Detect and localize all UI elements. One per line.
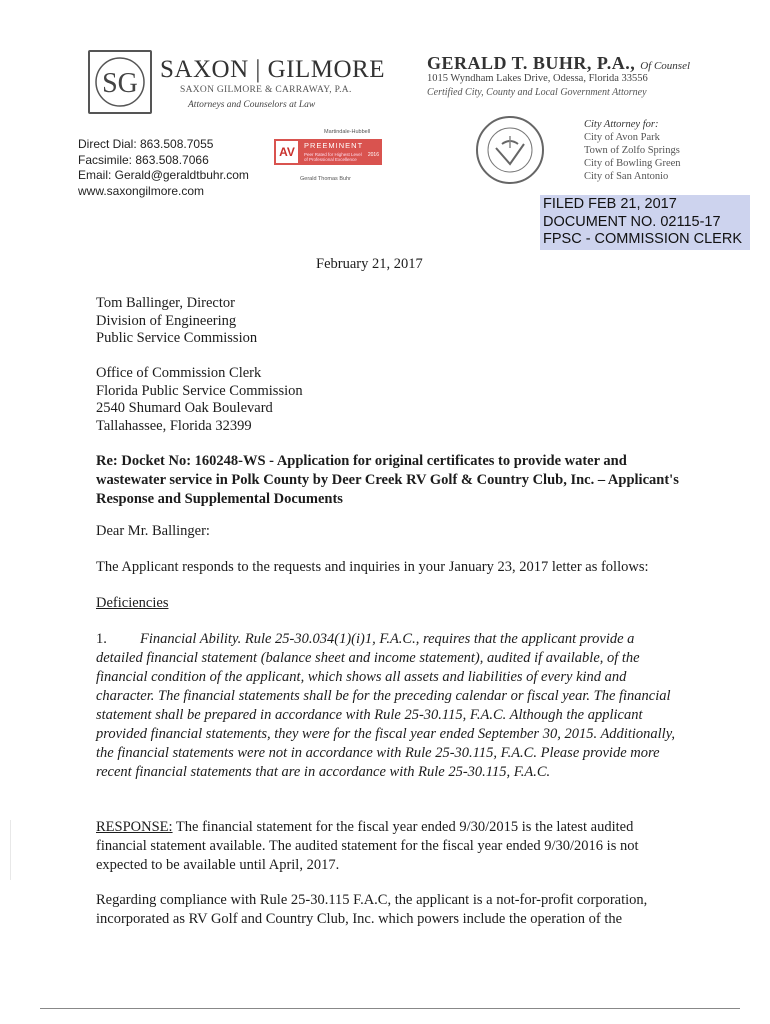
contact-info bbox=[78, 137, 249, 199]
av-mark: AV bbox=[276, 141, 298, 163]
stamp-clerk: FPSC - COMMISSION CLERK bbox=[543, 231, 742, 247]
recipient-line: Tom Ballinger, Director bbox=[96, 295, 235, 311]
counsel-certification: Certified City, County and Local Government Attorney bbox=[427, 87, 647, 98]
facsimile: Facsimile: 863.508.7066 bbox=[78, 152, 209, 167]
website: www.saxongilmore.com bbox=[78, 183, 205, 198]
counsel-name-text: GERALD T. BUHR, P.A., bbox=[427, 53, 636, 73]
badge-label: PREEMINENT bbox=[304, 141, 364, 150]
response-paragraph bbox=[96, 818, 680, 875]
city-item: City of San Antonio bbox=[584, 171, 669, 182]
badge-description: Peer Rated for Highest Level of Professional Excellence bbox=[304, 152, 362, 162]
firm-subtitle: SAXON GILMORE & CARRAWAY, P.A. bbox=[180, 85, 352, 95]
direct-dial: Direct Dial: 863.508.7055 bbox=[78, 137, 214, 151]
city-item: City of Bowling Green bbox=[584, 158, 681, 169]
footer-rule bbox=[40, 1008, 740, 1009]
compliance-paragraph: Regarding compliance with Rule 25-30.115 F.A.C, the applicant is a not-for-profit corporation, incorporated as RV Golf and Country Club, Inc. which powers include the operation of the bbox=[96, 892, 648, 927]
salutation: Dear Mr. Ballinger: bbox=[96, 523, 210, 539]
recipient-line: Florida Public Service Commission bbox=[96, 382, 303, 399]
deficiency-item-1 bbox=[96, 630, 680, 782]
letter-date: February 21, 2017 bbox=[316, 256, 423, 272]
item-number: 1. bbox=[96, 631, 107, 647]
av-preeminent-badge bbox=[274, 139, 382, 165]
city-attorney-list bbox=[584, 118, 681, 183]
stamp-document-number: DOCUMENT NO. 02115-17 bbox=[543, 213, 721, 230]
city-item: Town of Zolfo Springs bbox=[584, 145, 680, 156]
sg-monogram-icon bbox=[90, 52, 150, 112]
recipient-line: Tallahassee, Florida 32399 bbox=[96, 417, 252, 434]
recipient-block-1 bbox=[96, 295, 257, 348]
recipient-line: Public Service Commission bbox=[96, 330, 258, 346]
filed-stamp bbox=[540, 195, 750, 250]
firm-logo bbox=[88, 50, 152, 114]
item-text: Financial Ability. Rule 25-30.034(1)(i)1, F.A.C., requires that the applicant provide a detailed financial statement (balance sheet and income statement), audited if available, of the financial condition of the applicant, which shows all assets and liabilities of every kind and character. The financial statements shall be for the preceding calendar or fiscal year. The financial statement shall be prepared in accordance with Rule 25-30.115, F.A.C. Although the applicant provided financial statements, they were for the fiscal year ended September 30, 2015. Additionally, the financial statements were not in accordance with Rule 25-30.115, F.A.C. Please provide more recent financial statements that are in accordance with Rule 25-30.115, F.A.C. bbox=[96, 631, 675, 780]
city-item: City of Avon Park bbox=[584, 132, 660, 143]
scan-artifact bbox=[10, 820, 11, 880]
recipient-block-2 bbox=[96, 365, 303, 435]
city-attorney-heading: City Attorney for: bbox=[584, 119, 659, 130]
response-text: The financial statement for the fiscal year ended 9/30/2015 is the latest audited financial statement available. The audited statement for the fiscal year ended 9/30/2016 is not expected to be available until April, 2017. bbox=[96, 819, 639, 873]
email-address: Email: Gerald@geraldtbuhr.com bbox=[78, 168, 249, 182]
recipient-line: Office of Commission Clerk bbox=[96, 365, 262, 381]
firm-name: SAXON | GILMORE bbox=[160, 56, 386, 83]
badge-year: 2016 bbox=[367, 152, 379, 158]
recipient-line: 2540 Shumard Oak Boulevard bbox=[96, 400, 273, 416]
recipient-line: Division of Engineering bbox=[96, 312, 237, 329]
firm-tagline: Attorneys and Counselors at Law bbox=[188, 100, 316, 110]
deficiencies-heading bbox=[96, 594, 680, 613]
deficiencies-heading-text: Deficiencies bbox=[96, 595, 169, 611]
badge-bottom-text: Gerald Thomas Buhr bbox=[300, 176, 351, 182]
response-label: RESPONSE: bbox=[96, 819, 173, 835]
counsel-name bbox=[427, 53, 690, 74]
florida-bar-seal-icon bbox=[474, 114, 546, 186]
counsel-address: 1015 Wyndham Lakes Drive, Odessa, Florida 33556 bbox=[427, 73, 648, 84]
intro-paragraph: The Applicant responds to the requests and inquiries in your January 23, 2017 letter as follows: bbox=[96, 559, 649, 575]
stamp-filed-date: FILED FEB 21, 2017 bbox=[543, 196, 677, 212]
svg-text:SG: SG bbox=[102, 68, 138, 99]
badge-top-text: Martindale-Hubbell bbox=[324, 129, 371, 135]
counsel-role: Of Counsel bbox=[640, 60, 691, 72]
re-line: Re: Docket No: 160248-WS - Application for original certificates to provide water and wastewater service in Polk County by Deer Creek RV Golf & Country Club, Inc. – Applicant's Response and Supplemental Documents bbox=[96, 453, 679, 507]
